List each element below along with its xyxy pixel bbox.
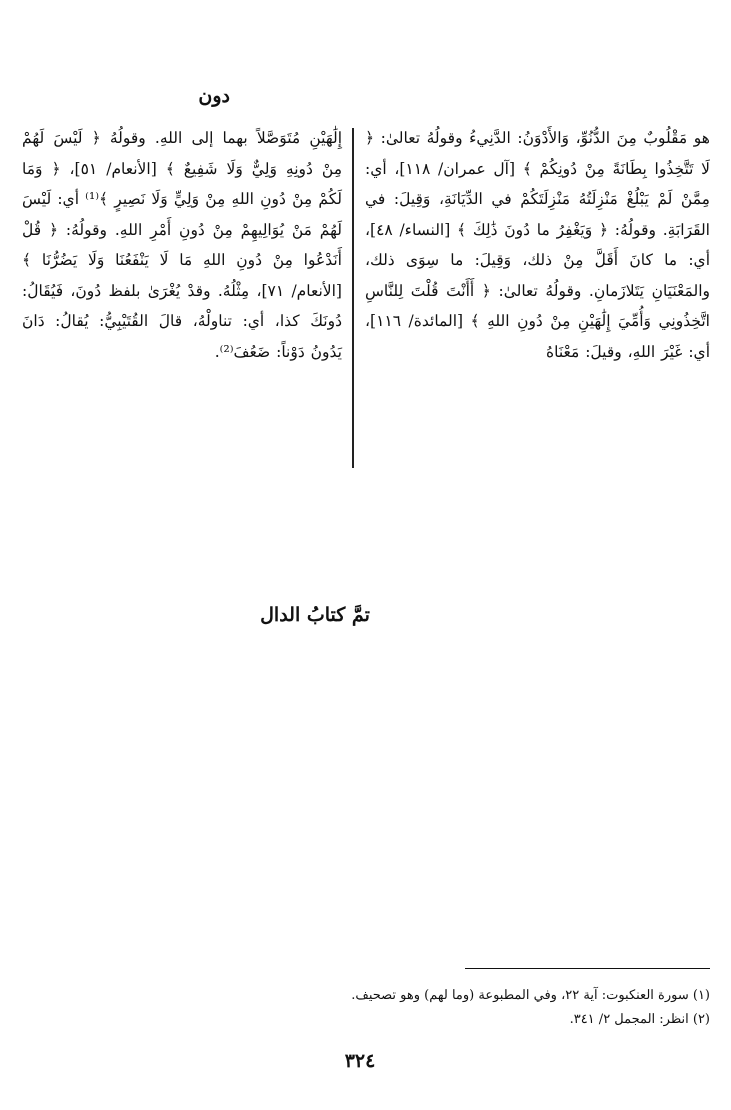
text-column-left: [22, 123, 342, 367]
footnotes: [230, 984, 710, 1032]
running-head: دون: [198, 85, 230, 107]
chapter-end-colophon: تمَّ كتابُ الدال: [260, 604, 370, 626]
footnote: (١) سورة العنكبوت: آية ٢٢، وفي المطبوعة (وما لهم) وهو تصحيف.: [351, 988, 710, 1003]
footnote: (٢) انظر: المجمل ٢/ ٣٤١.: [569, 1012, 710, 1027]
paragraph: إِلَٰهَيْنِ مُتَوَصَّلاً بهما إلى اللهِ. وقولُهُ ﴿ لَيْسَ لَهُمْ مِنْ دُونِهِ وَلِيٌّ وَلَا شَفِيعٌ ﴾ [الأنعام/ ٥١]، ﴿ وَمَا لَكُمْ مِنْ دُونِ اللهِ مِنْ وَلِيٍّ وَلَا نَصِيرٍ ﴾⁽¹⁾ أي: لَيْسَ لَهُمْ مَنْ يُوَالِيهِمْ مِنْ دُونِ أَمْرِ اللهِ. وقولُهُ: ﴿ قُلْ أَنَدْعُوا مِنْ دُونِ اللهِ مَا لَا يَنْفَعُنَا وَلَا يَضُرُّنَا ﴾ [الأنعام/ ٧١]، مِثْلُهُ. وقدْ يُغْرَىٰ بلفظ دُونَ، فَيُقَالُ: دُونَكَ كذا، أي: تناولْهُ، قالَ القُتَيْبِيُّ: يُقالُ: دَانَ يَدُونُ دَوْناً: ضَعُفَ⁽²⁾.: [22, 129, 342, 361]
page-number: ٣٢٤: [344, 1050, 376, 1072]
text-column-right: [365, 123, 710, 367]
footnote-separator: [465, 968, 710, 969]
column-divider: [352, 128, 354, 468]
paragraph: هو مَقْلُوبٌ مِنَ الدُّنُوِّ، وَالأَدْوَنُ: الدَّنِيءُ وقولُهُ تعالىٰ: ﴿ لَا تَتَّخِذُوا بِطَانَةً مِنْ دُونِكُمْ ﴾ [آل عمران/ ١١٨]، أي: مِمَّنْ لَمْ يَبْلُغْ مَنْزِلَتُهُ مَنْزِلَتَكُمْ في الدِّيَانَةِ، وَقِيلَ: في القَرَابَةِ. وقولُهُ: ﴿ وَيَغْفِرُ ما دُونَ ذَٰلِكَ ﴾ [النساء/ ٤٨]، أي: ما كانَ أَقَلَّ مِنْ ذلك، وَقِيلَ: ما سِوَى ذلك، والمَعْنَيَانِ يَتَلازَمانِ. وقولُهُ تعالىٰ: ﴿ أَأَنْتَ قُلْتَ لِلنَّاسِ اتَّخِذُونِي وَأُمِّيَ إِلَٰهَيْنِ مِنْ دُونِ اللهِ ﴾ [المائدة/ ١١٦]، أي: غَيْرَ اللهِ، وقيلَ: مَعْنَاهُ: [365, 129, 710, 361]
